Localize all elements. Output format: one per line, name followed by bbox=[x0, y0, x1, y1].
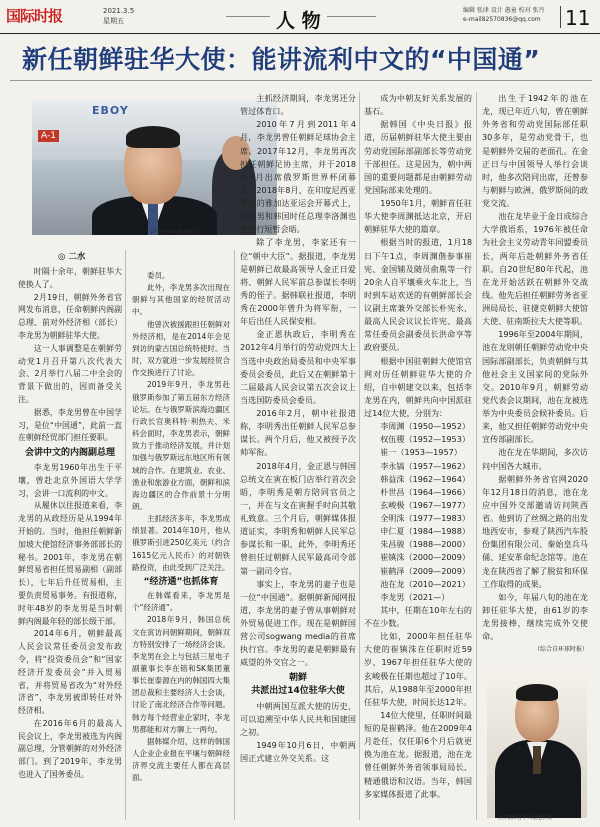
list-item: 朴世昌（1964—1966） bbox=[380, 486, 470, 497]
paragraph: 中朝两国互派大使的历史，可以追溯至中华人民共和国建国之初。 bbox=[240, 700, 356, 737]
list-item: 申仁夏（1984—1988） bbox=[380, 526, 470, 537]
source-note: （综合自环球时报） bbox=[533, 646, 588, 654]
list-item: 玄峻极（1967—1977） bbox=[380, 499, 470, 510]
paragraph: 在2016年6月的最高人民会议上，李龙男被选为内阁副总理，分管朝鲜的对外经济部门。到了2019年，李龙男也进入了国务委员。 bbox=[18, 718, 122, 780]
column-divider bbox=[125, 250, 126, 820]
column-2 bbox=[132, 270, 230, 785]
author-byline: ◎ 二水 bbox=[58, 252, 86, 262]
paragraph: 成为中朝友好关系发展的基石。 bbox=[364, 93, 472, 117]
email-text: e-mail82570836@qq.com bbox=[463, 16, 541, 23]
paragraph: 在韩媒看来，李龙男是个“经济通”。 bbox=[132, 591, 230, 613]
subheading: 会讲中文的内阁副总理 bbox=[24, 448, 115, 459]
paragraph: 委员。 bbox=[147, 271, 170, 280]
paragraph: 金正恩执政后，李明秀在2012年4月举行的劳动党四大上当选中央政治局委员和中央军事委员会委员，此后又在朝鲜第十二届最高人民会议第五次会议上当选国防委员会委员。 bbox=[240, 329, 356, 405]
editors-text: 编辑 张津 设计 愚童 校对 张丹 bbox=[463, 7, 545, 14]
page-number-divider bbox=[560, 6, 561, 28]
paragraph: 李龙男1960年出生于平壤，曾赴北京外国语大学学习，会讲一口流利的中文。 bbox=[18, 462, 122, 498]
column-divider bbox=[359, 92, 360, 820]
column-divider bbox=[234, 250, 235, 820]
paragraph: 根据中国驻朝鲜大使馆官网对历任朝鲜驻华大使的介绍，自中朝建交以来，包括李龙男在内，朝鲜共向中国派驻过14位大使，分别为： bbox=[364, 355, 472, 418]
paragraph: 2010年7月到2011年4月，李龙男曾任朝鲜足球协会主席。2017年12月，李龙男再次担任朝鲜足协主席，并于2018年7月出席俄罗斯世界杯闭幕式。2018年8月，在印度尼西亚举行的雅加达亚运会开幕式上，李龙男和韩国时任总理李洛渊也曾进行短暂会晤。 bbox=[240, 119, 356, 235]
list-item: 崔镇洙（2000—2009） bbox=[380, 552, 470, 563]
list-item: 韩益洙（1962—1964） bbox=[380, 473, 470, 484]
paragraph: 事实上，李龙男的妻子也是一位“中国通”。据朝鲜新闻网报道，李龙男的妻子曾从事朝鲜对外贸易促进工作。现在是朝鲜国营公司sogwang media的首席执行官。李龙男的妻是朝鲜最有威望的外交官之一。 bbox=[240, 578, 356, 668]
photo-tie bbox=[533, 746, 541, 774]
list-item: 朱昌骏（1988—2000） bbox=[380, 539, 470, 550]
subheading: 朝鲜 共派出过14位驻华大使 bbox=[251, 672, 345, 696]
page-header bbox=[0, 0, 600, 34]
paragraph: 14位大使里，任职时间最短的是崔鹤泽。他在2009年4月赴任，仅任职6个月后就更换为池在龙。据报道，池在龙曾任朝鲜外务省领事局局长、精通俄语和汉语。当年，韩国多家媒体报道了此事。 bbox=[364, 709, 472, 799]
paragraph: 主抓经济期间，李龙男还分管过体育口。 bbox=[240, 93, 356, 117]
paragraph: 2018年4月，金正恩与韩国总统文在寅在板门店举行首次会晤，李明秀是朝方陪同官员之一，并在与文在寅握手时向其敬礼致意。三个月后，朝鲜媒体报道证实，李明秀和朝鲜人民军总参谋长和一职，此外，李明秀还曾担任过朝鲜人民军最高司令部第一副司令官。 bbox=[240, 460, 356, 576]
paragraph: 据朝鲜外务省官网2020年12月18日的消息，池在龙应中国外交部邀请访问陕西省。他到访了丝绸之路的出发地西安市，参观了陕西汽车股份集团有限公司、秦始皇兵马俑、延安革命纪念馆等。池在龙在陕西省了解了脱贫和环保工作取得的成果。 bbox=[482, 473, 588, 589]
paragraph: 比如，2000年担任驻华大使的崔镇洙在任职时近59岁，1967年担任驻华大使的玄峻极在任期也超过了10年。其后，从1988年至2000年担任驻华大使，时间长达12年。 bbox=[364, 631, 472, 707]
paragraph: 如今，年届八旬的池在龙卸任驻华大使，由61岁的李龙男接棒，继续完成外交使命。 bbox=[482, 591, 588, 642]
paragraph: 根据当时的报道，1月18日下午1点，李周渊偕参事崔宪、金国辅及随员俞胤等一行20余人自平壤乘火车北上，当时到车站欢送的有朝鲜部长会议副主席兼外交部长朴宪永、最高人民会议议长许宪、最高常任委员会副委员长洪命亨等政府要员。 bbox=[364, 237, 472, 353]
weekday-text: 星期五 bbox=[103, 17, 124, 25]
paragraph: 主抓经济多年，李龙男成绩显著。2014年10月，他从俄罗斯引进250亿美元（约合1615亿元人民币）的对朝铁路投资，由此受到广泛关注。 bbox=[132, 514, 230, 572]
column-5 bbox=[482, 92, 588, 656]
paragraph: 1950年1月，朝鲜首任驻华大使李周渊抵达北京，开启朝鲜驻华大使的篇章。 bbox=[364, 198, 472, 235]
column-1 bbox=[18, 266, 122, 782]
paragraph: 据韩国《中央日报》报道，历届朝鲜驻华大使主要由劳动党国际部副部长等劳动党干部担任。这是因为，朝中两国的重要问题都是由朝鲜劳动党国际部来处理的。 bbox=[364, 119, 472, 195]
newspaper-logo: 国际时报 bbox=[6, 7, 63, 25]
column-3 bbox=[240, 92, 356, 765]
photo-hair bbox=[126, 126, 180, 148]
paragraph: 这一人事调整是在朝鲜劳动党1月召开第八次代表大会、2月举行八届二中全会的背景下做出的，因而备受关注。 bbox=[18, 343, 122, 404]
paragraph: 时隔十余年，朝鲜驻华大使换人了。 bbox=[18, 267, 122, 289]
date-text: 2021.3.5 bbox=[103, 7, 135, 15]
ambassador-list bbox=[364, 420, 472, 604]
photo-sign-text: EBOY bbox=[92, 104, 129, 117]
paragraph: 1996年至2004年期间，池在龙则朝任朝鲜劳动党中央国际部副部长，负责朝鲜与其他社会主义国家间的党际外交。2010年9月，朝鲜劳动党代表会议期间，池在龙被选举为中央委员会候补委员。后来，他又担任朝鲜劳动党中央宣传部副部长。 bbox=[482, 329, 588, 445]
list-item: 全明洙（1977—1983） bbox=[380, 513, 470, 523]
list-item: 崔一（1953—1957） bbox=[380, 447, 462, 458]
paragraph: 池在龙在华期间，多次访问中国各大城市。 bbox=[482, 447, 588, 471]
photo-caption: 新任驻华大使李龙男 bbox=[150, 230, 200, 236]
paragraph: 1949年10月6日，中朝两国正式建立外交关系。这 bbox=[240, 740, 356, 764]
list-item: 李龙男（2021—） bbox=[380, 591, 450, 602]
former-ambassador-photo bbox=[487, 670, 587, 818]
list-item: 权伍稷（1952—1953） bbox=[380, 434, 470, 445]
paragraph: 此外，李龙男多次出现在朝鲜与其他国家的经贸活动中。 bbox=[132, 283, 230, 317]
paragraph: 从履休以往报道来看，李龙男的从政经历是从1994年开始的。当时，他担任朝鲜新加坡大使馆经济事务部部长的秘书。2001年，李龙男在朝鲜贸易省担任贸易副相（副部长），七年后升任贸易相，主要负责贸易事务。有报道称，时年48岁的李龙男是当时朝鲜内阁最年轻的部长级干部。 bbox=[18, 501, 122, 626]
issue-date bbox=[103, 6, 134, 26]
paragraph: 他曾次被援跟担任朝鲜对外经济相，是在2014年会见到访的蒙古国总统特使时。当时，双方就进一步发展经贸合作交换进行了讨论。 bbox=[132, 319, 230, 378]
paragraph: 2014年6月，朝鲜最高人民会议常任委员会发布政令，将“投资委员会”和“国家经济开发委员会”并入贸易省，并将贸易省改为“对外经济省”，李龙男被即转任对外经济相。 bbox=[18, 629, 122, 716]
paragraph: 池在龙毕业于金日成综合大学俄语系，1976年被任命为社会主义劳动青年同盟委员长，两年后赴朝鲜外务省任职。自20世纪80年代起，池在龙开始活跃在朝鲜外交战线。他先后担任朝鲜劳务省亚洲局局长、驻捷克朝鲜大使馆大使、驻南斯拉夫大使等职。 bbox=[482, 211, 588, 327]
paragraph: 出生于1942年的池在龙，现已年近八旬，曾在朝鲜外务省和劳动党国际部任职30多年，是劳动党骨干，也是朝鲜外交届的老面孔。在金正日与中国领导人举行会谈时，他多次陪同出席，还曾参与朝鲜与欧洲、俄罗斯间的政党交流。 bbox=[482, 93, 588, 208]
paragraph: 除了李龙男，李家还有一位“朝中大臣”。据报道，李龙男是朝鲜已故最高领导人金正日爱将、朝鲜人民军前总参谋长李明秀的侄子。据韩联社报道，李明秀在2000年曾升为将军衔，一年后出任人民保安相。 bbox=[240, 237, 356, 327]
list-item: 李永镐（1957—1962） bbox=[380, 460, 470, 471]
photo-hair bbox=[516, 684, 558, 701]
headline: 新任朝鲜驻华大使：能讲流利中文的“中国通” bbox=[22, 45, 541, 74]
paragraph: 2019年9月，李龙男赴俄罗斯参加了第五届东方经济论坛。在与俄罗斯滨海边疆区行政长官奥科特·利热夫、米科会面时，李龙男表示，朝鲜致力于推动经济发展，并计划加强与俄罗斯远东地区所有领域的合作。在建筑业、农业、渔业和旅游业方面，朝鲜和滨海边疆区的合作前景十分明朗。 bbox=[132, 380, 230, 511]
paragraph: 2月19日，朝鲜外务省官网发布消息，任命朝鲜内阁副总理、前对外经济相（部长）李龙男为朝鲜驻华大使。 bbox=[18, 292, 122, 340]
page-number: 11 bbox=[565, 6, 591, 30]
editor-credits bbox=[463, 6, 545, 24]
list-item: 崔鹤泽（2009—2009） bbox=[380, 565, 470, 576]
photo-sign-badge: A-1 bbox=[38, 130, 59, 142]
subheading: “经济通”也抓体育 bbox=[143, 576, 219, 587]
list-item: 池在龙（2010—2021） bbox=[380, 578, 470, 589]
column-4 bbox=[364, 92, 472, 801]
headline-rule bbox=[10, 80, 592, 81]
paragraph: 2016年2月，朝中社报道称，李明秀出任朝鲜人民军总参谋长。两个月后，他又被授予次帅军衔。 bbox=[240, 408, 356, 458]
paragraph: 其中，任期在10年左右的不在少数。 bbox=[364, 604, 472, 628]
paragraph: 据韩媒介绍，这样的韩国人企业企业报在平壤与朝鲜经济界交流主要任人都在高层面。 bbox=[132, 736, 230, 783]
section-name: 人 物 bbox=[270, 6, 327, 33]
photo-caption: 上任朝鲜驻华大使池在龙 bbox=[497, 815, 553, 821]
list-item: 李周渊（1950—1952） bbox=[380, 421, 470, 432]
paragraph: 2018年9月，韩国总统文在寅访问朝鲜期间，朝鲜双方特别安排了一场经济会谈。李龙男在会上与包括三星电子副董事长李在镕和SK集团董事长崔泰源在内的韩国四大集团总裁和主要经济人士会谈，讨论了南北经济合作等问题。韩方每个经营业企家时，李龙男都能和对方聊上一两句。 bbox=[132, 615, 230, 734]
column-divider bbox=[476, 92, 477, 820]
paragraph: 据悉，李龙男曾在中国学习，是位“中国通”，此前一直在朝鲜经贸部门担任要职。 bbox=[18, 407, 122, 443]
